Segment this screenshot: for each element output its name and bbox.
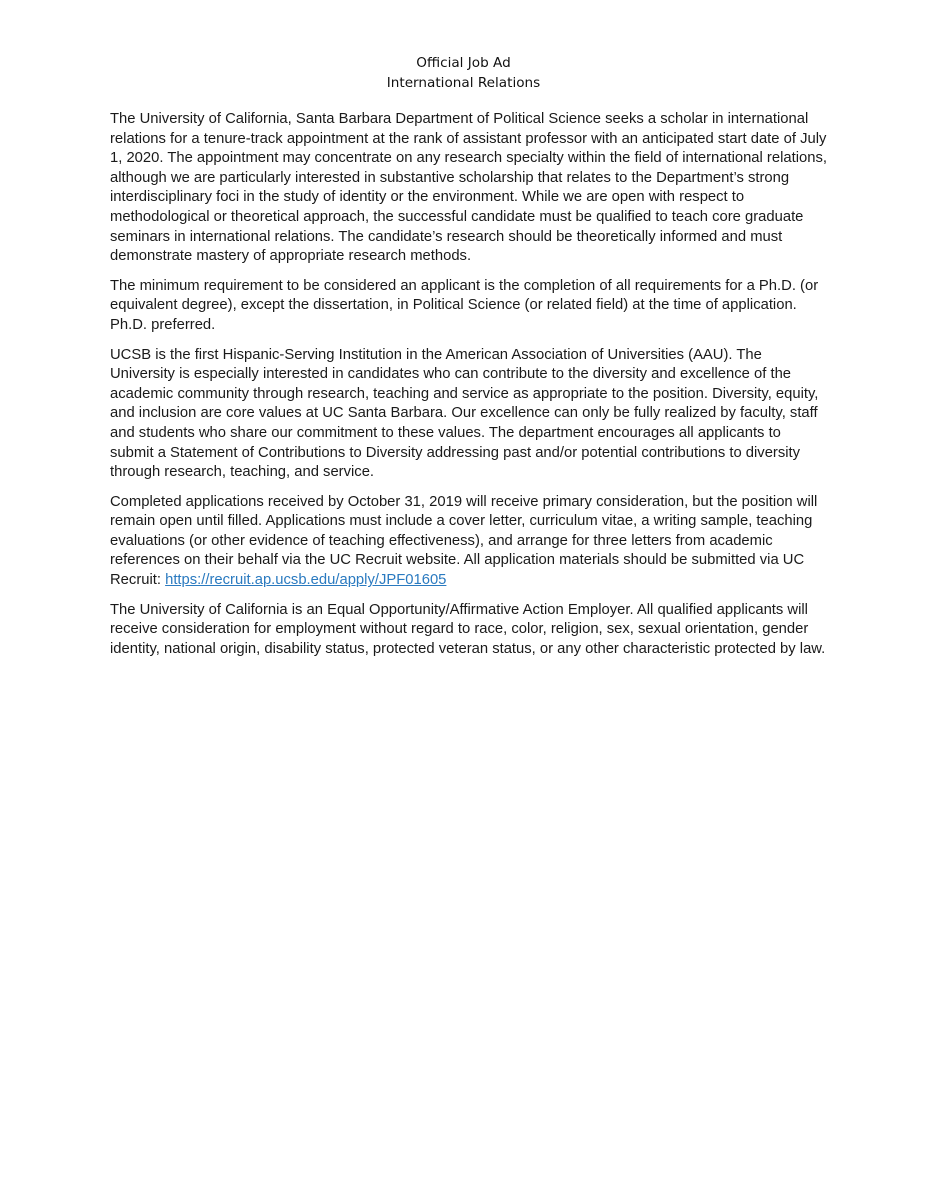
- paragraph-equal-opportunity: The University of California is an Equal Opportunity/Affirmative Action Employer. All qualified applicants will receive consideration for employment without regard to race, color, religion, sex, sexual orientation, gender identity, national origin, disability status, protected veteran status, or any other characteristic protected by law.: [110, 601, 826, 657]
- document-title: Official Job Ad: [416, 55, 511, 71]
- uc-recruit-link[interactable]: https://recruit.ap.ucsb.edu/apply/JPF01605: [165, 572, 447, 589]
- paragraph-application-instructions: [110, 493, 828, 591]
- application-instructions-text: Completed applications received by October 31, 2019 will receive primary consideration, but the position will remain open until filled. Applications must include a cover letter, curriculum vitae, a writing sample, teaching evaluations (or other evidence of teaching effectiveness), and arrange for three letters from academic references on their behalf via the UC Recruit website. All application materials should be submitted via UC Recruit:: [110, 493, 818, 589]
- document-subtitle: International Relations: [386, 74, 541, 91]
- paragraph-position-description: The University of California, Santa Barbara Department of Political Science seeks a scholar in international relations for a tenure-track appointment at the rank of assistant professor with an anticipated start date of July 1, 2020. The appointment may concentrate on any research specialty within the field of international relations, although we are particularly interested in substantive scholarship that relates to the Department’s strong interdisciplinary foci in the study of identity or the environment. While we are open with respect to methodological or theoretical approach, the successful candidate must be qualified to teach core graduate seminars in international relations. The candidate’s research should be theoretically informed and must demonstrate mastery of appropriate research methods.: [110, 111, 827, 265]
- document-body: [110, 110, 828, 669]
- paragraph-diversity-statement: UCSB is the first Hispanic-Serving Institution in the American Association of Universities (AAU). The University is especially interested in candidates who can contribute to the diversity and excellence of the academic community through research, teaching and service as appropriate to the position. Diversity, equity, and inclusion are core values at UC Santa Barbara. Our excellence can only be fully realized by faculty, staff and students who share our commitment to these values. The department encourages all applicants to submit a Statement of Contributions to Diversity addressing past and/or potential contributions to diversity through research, teaching, and service.: [110, 346, 819, 481]
- document-header: [0, 54, 927, 93]
- paragraph-minimum-requirements: The minimum requirement to be considered an applicant is the completion of all requirements for a Ph.D. (or equivalent degree), except the dissertation, in Political Science (or related field) at the time of application. Ph.D. preferred.: [110, 277, 819, 333]
